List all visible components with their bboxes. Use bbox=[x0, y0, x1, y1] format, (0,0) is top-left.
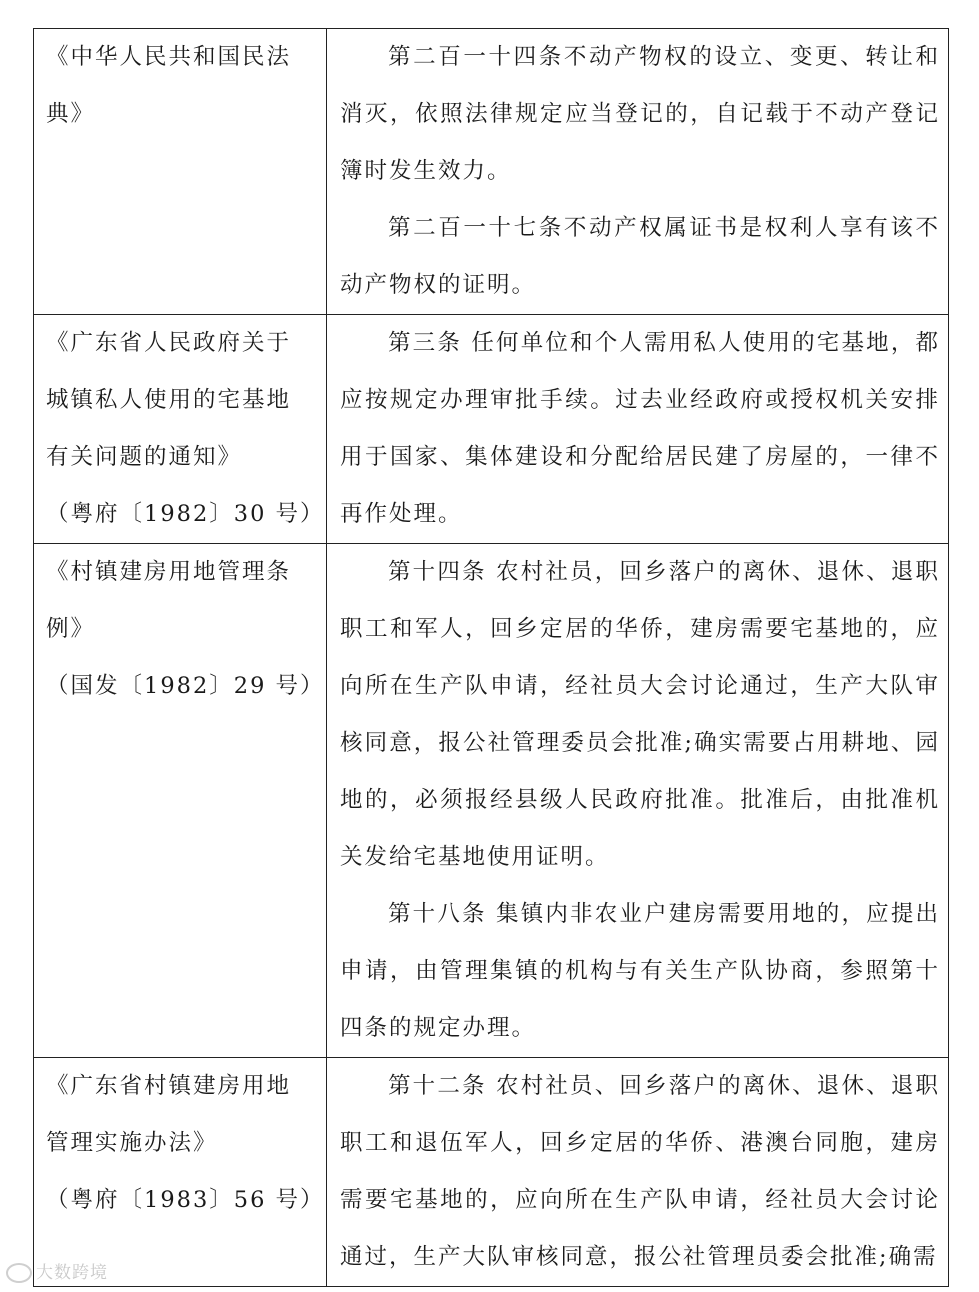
law-name-line: 《村镇建房用地管理条 bbox=[46, 559, 292, 585]
law-name-line: 《广东省村镇建房用地 bbox=[46, 1073, 292, 1099]
law-article-cell bbox=[327, 544, 949, 1058]
law-name-cell bbox=[34, 544, 327, 1058]
article-paragraph: 第十四条 农村社员，回乡落户的离休、退休、退职职工和军人，回乡定居的华侨，建房需要宅基地的，应向所在生产队申请，经社员大会讨论通过，生产大队审核同意，报公社管理委员会批准;确实需要占用耕地、园地的，必须报经县级人民政府批准。批准后，由批准机关发给宅基地使用证明。 bbox=[340, 559, 940, 870]
article-paragraph: 第二百一十四条不动产物权的设立、变更、转让和消灭，依照法律规定应当登记的，自记载于不动产登记簿时发生效力。 bbox=[340, 44, 940, 184]
law-name-line: 典》 bbox=[46, 101, 96, 127]
law-article-cell bbox=[327, 315, 949, 544]
law-table bbox=[33, 28, 949, 1287]
watermark-text: 大数跨境 bbox=[36, 1263, 108, 1283]
article-paragraph: 第三条 任何单位和个人需用私人使用的宅基地，都应按规定办理审批手续。过去业经政府或授权机关安排用于国家、集体建设和分配给居民建了房屋的，一律不再作处理。 bbox=[340, 330, 940, 527]
law-name-cell bbox=[34, 315, 327, 544]
law-article-cell bbox=[327, 29, 949, 315]
law-name-cell bbox=[34, 29, 327, 315]
table-row bbox=[34, 1058, 949, 1287]
table-row bbox=[34, 29, 949, 315]
watermark-logo-icon bbox=[6, 1263, 32, 1283]
article-paragraph: 第十八条 集镇内非农业户建房需要用地的，应提出申请，由管理集镇的机构与有关生产队协商，参照第十四条的规定办理。 bbox=[340, 901, 940, 1041]
law-name-line: （国发〔1982〕29 号） bbox=[46, 673, 325, 699]
law-name-line: （粤府〔1983〕56 号） bbox=[46, 1187, 325, 1213]
table-row bbox=[34, 544, 949, 1058]
article-paragraph: 第二百一十七条不动产权属证书是权利人享有该不动产物权的证明。 bbox=[340, 215, 940, 298]
law-name-line: 管理实施办法》 bbox=[46, 1130, 218, 1156]
law-name-line: 《广东省人民政府关于 bbox=[46, 330, 292, 356]
law-name-line: 例》 bbox=[46, 616, 96, 642]
law-name-line: 城镇私人使用的宅基地 bbox=[46, 387, 292, 413]
law-name-line: （粤府〔1982〕30 号） bbox=[46, 501, 325, 527]
law-name-cell bbox=[34, 1058, 327, 1287]
watermark bbox=[6, 1258, 108, 1283]
law-article-cell bbox=[327, 1058, 949, 1287]
law-name-line: 《中华人民共和国民法 bbox=[46, 44, 292, 70]
article-paragraph: 第十二条 农村社员、回乡落户的离休、退休、退职职工和退伍军人，回乡定居的华侨、港澳台同胞，建房需要宅基地的，应向所在生产队申请，经社员大会讨论通过，生产大队审核同意，报公社管理员委会批准;确需 bbox=[340, 1073, 940, 1270]
table-row bbox=[34, 315, 949, 544]
law-name-line: 有关问题的通知》 bbox=[46, 444, 243, 470]
